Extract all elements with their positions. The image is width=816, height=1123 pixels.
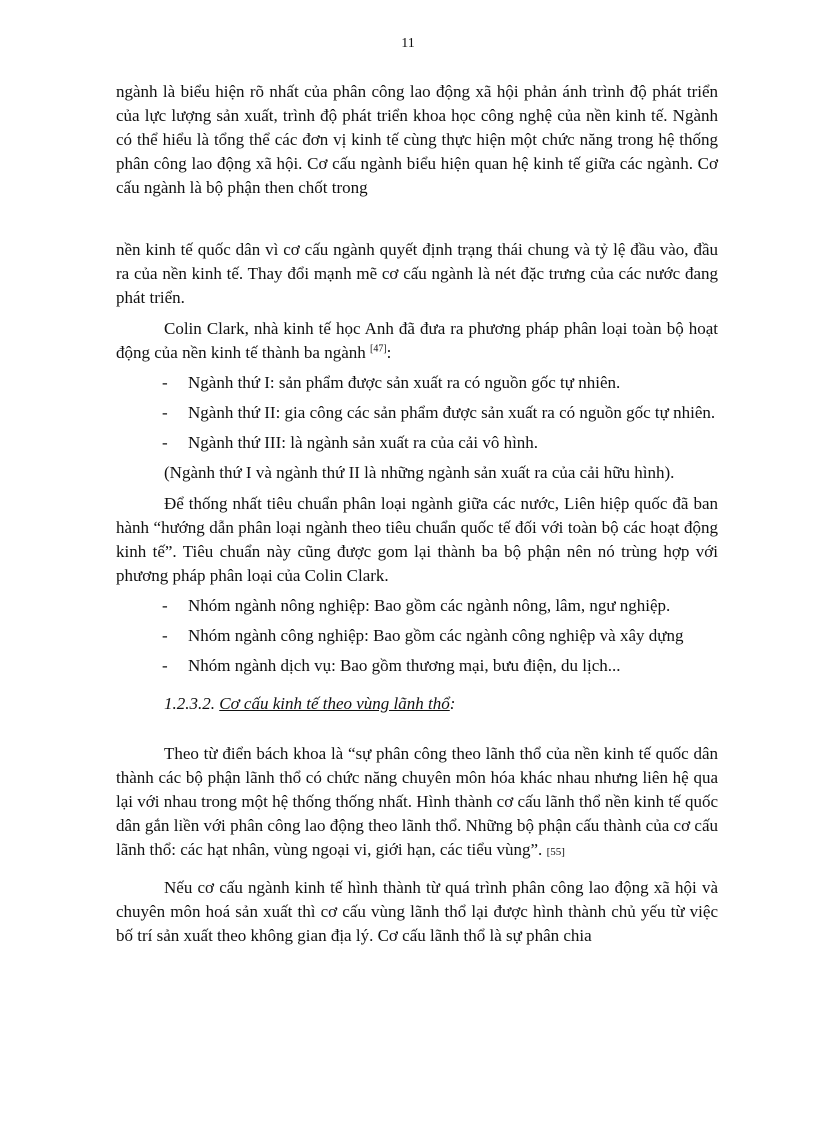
paragraph-3-end: : (386, 343, 392, 362)
paragraph-3-text: Colin Clark, nhà kinh tế học Anh đã đưa ra phương pháp phân loại toàn bộ hoạt động của nền kinh tế thành ba ngành (116, 319, 718, 362)
paragraph-2: nền kinh tế quốc dân vì cơ cấu ngành quyết định trạng thái chung và tỷ lệ đầu vào, đầu ra của nền kinh tế. Thay đổi mạnh mẽ cơ cấu ngành là nét đặc trưng của các nước đang phát triển. (116, 240, 718, 307)
paragraph-6-text: Theo từ điển bách khoa là “sự phân công theo lãnh thổ của nền kinh tế quốc dân thành các bộ phận lãnh thổ có chức năng chuyên môn hóa khác nhau nhưng liên hệ qua lại với nhau trong một hệ thống thống nhất. Hình thành cơ cấu lãnh thổ nền kinh tế quốc dân gắn liền với phân công lao động theo lãnh thổ. Những bộ phận cấu thành của cơ cấu lãnh thổ: các hạt nhân, vùng ngoại vi, giới hạn, các tiểu vùng”. (116, 744, 718, 859)
list-item: - Ngành thứ III: là ngành sản xuất ra của cải vô hình. (188, 431, 718, 455)
list-item: - Nhóm ngành nông nghiệp: Bao gồm các ngành nông, lâm, ngư nghiệp. (188, 594, 718, 618)
section-title: Cơ cấu kinh tế theo vùng lãnh thổ (219, 694, 450, 713)
paragraph-1: ngành là biểu hiện rõ nhất của phân công lao động xã hội phản ánh trình độ phát triển của lực lượng sản xuất, trình độ phát triển khoa học công nghệ của nền kinh tế. Ngành có thể hiểu là tổng thể các đơn vị kinh tế cùng thực hiện một chức năng trong hệ thống phân công lao động xã hội. Cơ cấu ngành biểu hiện quan hệ kinh tế giữa các ngành. Cơ cấu ngành là bộ phận then chốt trong (116, 82, 718, 197)
paragraph-7: Nếu cơ cấu ngành kinh tế hình thành từ quá trình phân công lao động xã hội và chuyên môn hoá sản xuất thì cơ cấu vùng lãnh thổ lại được hình thành chủ yếu từ việc bố trí sản xuất theo không gian địa lý. Cơ cấu lãnh thổ là sự phân chia (116, 878, 718, 945)
industry-group-list (116, 594, 718, 678)
section-heading (116, 692, 718, 716)
paragraph-4: (Ngành thứ I và ngành thứ II là những ngành sản xuất ra của cải hữu hình). (164, 463, 675, 482)
section-number: 1.2.3.2. (164, 694, 215, 713)
paragraph-3 (116, 317, 718, 365)
citation-55: [55] (546, 846, 565, 858)
sector-list (116, 371, 718, 455)
citation-47: [47] (370, 343, 387, 355)
list-item: - Nhóm ngành công nghiệp: Bao gồm các ngành công nghiệp và xây dựng (188, 624, 718, 648)
paragraph-6 (116, 742, 718, 864)
section-colon: : (449, 694, 456, 713)
paragraph-5: Để thống nhất tiêu chuẩn phân loại ngành giữa các nước, Liên hiệp quốc đã ban hành “hướng dẫn phân loại ngành theo tiêu chuẩn quốc tế đối với toàn bộ các hoạt động kinh tế”. Tiêu chuẩn này cũng được gom lại thành ba bộ phận nên nó trùng hợp với phương pháp phân loại của Colin Clark. (116, 494, 718, 585)
page-number: 11 (401, 36, 415, 51)
document-body (116, 80, 718, 948)
list-item: - Ngành thứ II: gia công các sản phẩm được sản xuất ra có nguồn gốc tự nhiên. (188, 401, 718, 425)
list-item: - Nhóm ngành dịch vụ: Bao gồm thương mại, bưu điện, du lịch... (188, 654, 718, 678)
list-item: - Ngành thứ I: sản phẩm được sản xuất ra có nguồn gốc tự nhiên. (188, 371, 718, 395)
